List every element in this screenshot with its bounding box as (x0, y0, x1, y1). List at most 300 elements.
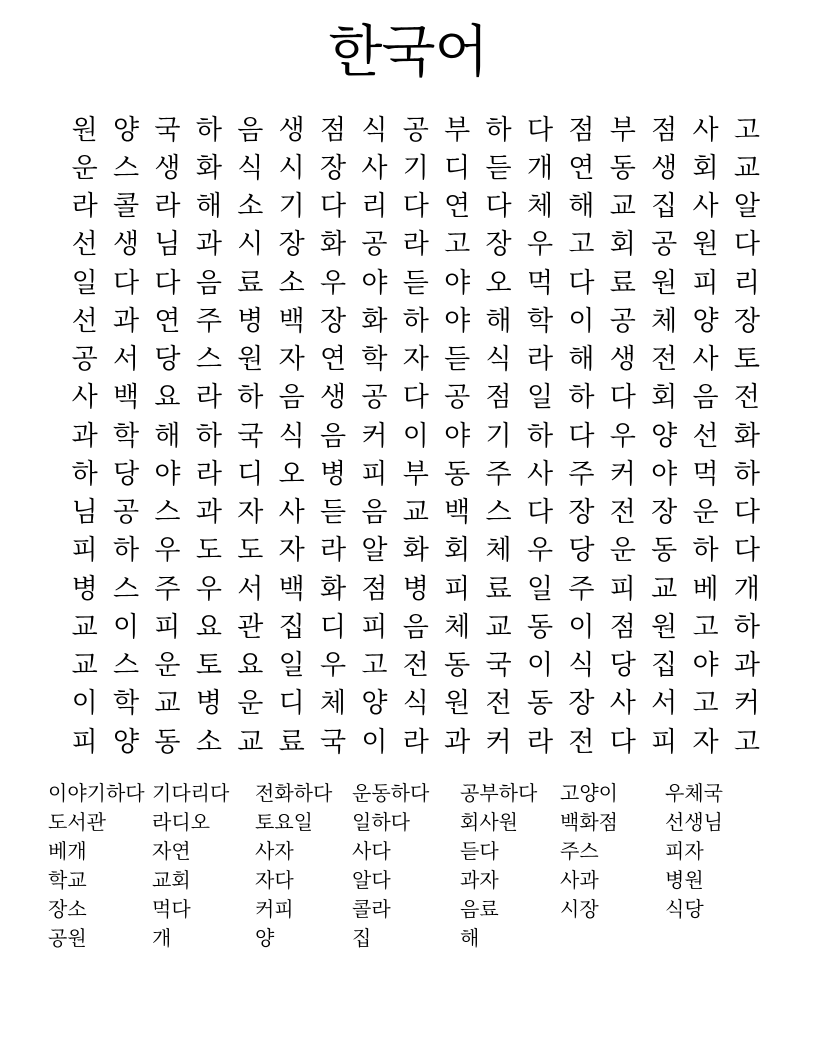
word-list-item: 사자 (255, 839, 294, 863)
grid-cell: 병 (402, 573, 429, 605)
grid-cell: 공 (113, 497, 140, 529)
grid-cell: 음 (237, 114, 264, 146)
word-list-item: 개 (152, 926, 172, 950)
grid-cell: 전 (733, 382, 760, 414)
word-list-item: 피자 (665, 839, 704, 863)
grid-cell: 료 (237, 267, 264, 299)
grid-cell: 화 (733, 420, 760, 452)
grid-cell: 식 (237, 152, 264, 184)
grid-cell: 토 (195, 650, 222, 682)
grid-cell: 음 (692, 382, 719, 414)
grid-cell: 양 (113, 726, 140, 758)
grid-cell: 알 (361, 535, 388, 567)
grid-cell: 주 (195, 305, 222, 337)
word-list-item: 고양이 (560, 781, 618, 805)
grid-cell: 연 (319, 344, 347, 376)
grid-cell: 교 (154, 688, 181, 720)
grid-cell: 스 (485, 497, 512, 529)
grid-cell: 요 (154, 382, 181, 414)
grid-cell: 피 (651, 726, 678, 758)
grid-cell: 시 (237, 229, 264, 261)
grid-cell: 서 (113, 344, 140, 376)
grid-cell: 체 (444, 611, 471, 643)
word-list-item: 주스 (560, 839, 599, 863)
grid-cell: 다 (609, 726, 636, 758)
grid-cell: 피 (692, 267, 719, 299)
grid-cell: 먹 (526, 267, 554, 299)
grid-cell: 라 (526, 344, 554, 376)
grid-cell: 동 (526, 688, 554, 720)
grid-cell: 스 (154, 497, 181, 529)
word-list-item: 병원 (665, 868, 704, 892)
grid-cell: 생 (154, 152, 181, 184)
grid-cell: 고 (733, 114, 760, 146)
word-list-item: 선생님 (665, 810, 723, 834)
grid-cell: 원 (651, 611, 678, 643)
grid-cell: 듣 (485, 152, 512, 184)
grid-cell: 과 (444, 726, 471, 758)
grid-cell: 장 (319, 152, 347, 184)
grid-cell: 하 (402, 305, 429, 337)
grid-cell: 음 (278, 382, 305, 414)
grid-cell: 우 (526, 229, 554, 261)
grid-cell: 체 (651, 305, 678, 337)
grid-cell: 해 (154, 420, 181, 452)
grid-cell: 자 (278, 535, 305, 567)
grid-cell: 피 (154, 611, 181, 643)
grid-cell: 토 (733, 344, 760, 376)
word-list (48, 779, 765, 953)
grid-cell: 체 (485, 535, 512, 567)
grid-cell: 커 (485, 726, 512, 758)
word-list-item: 교회 (152, 868, 191, 892)
grid-cell: 오 (278, 458, 305, 490)
grid-cell: 고 (692, 688, 719, 720)
grid-cell: 고 (361, 650, 388, 682)
grid-cell: 체 (526, 191, 554, 223)
grid-cell: 고 (692, 611, 719, 643)
grid-cell: 백 (113, 382, 140, 414)
word-list-column (460, 779, 560, 953)
grid-cell: 전 (568, 726, 595, 758)
grid-cell: 하 (692, 535, 719, 567)
grid-cell: 공 (361, 382, 388, 414)
grid-cell: 다 (568, 420, 595, 452)
grid-cell: 해 (568, 191, 595, 223)
grid-cell: 피 (609, 573, 636, 605)
grid-cell: 국 (319, 726, 347, 758)
grid-cell: 하 (71, 458, 98, 490)
grid-cell: 야 (692, 650, 719, 682)
word-list-item: 콜라 (352, 897, 391, 921)
grid-cell: 장 (278, 229, 305, 261)
grid-cell: 기 (485, 420, 512, 452)
grid-cell: 연 (444, 191, 471, 223)
grid-cell: 피 (444, 573, 471, 605)
grid-cell: 음 (319, 420, 347, 452)
grid-cell: 사 (609, 688, 636, 720)
grid-cell: 주 (485, 458, 512, 490)
grid-cell: 서 (237, 573, 264, 605)
grid-cell: 해 (195, 191, 222, 223)
grid-cell: 교 (485, 611, 512, 643)
grid-cell: 부 (609, 114, 636, 146)
grid-cell: 듣 (402, 267, 429, 299)
grid-cell: 다 (733, 497, 760, 529)
grid-cell: 소 (237, 191, 264, 223)
grid-cell: 장 (651, 497, 678, 529)
grid-cell: 관 (237, 611, 264, 643)
grid-cell: 사 (692, 344, 719, 376)
grid-cell: 동 (444, 650, 471, 682)
grid-cell: 선 (71, 305, 98, 337)
grid-cell: 주 (568, 573, 595, 605)
grid-cell: 이 (113, 611, 140, 643)
grid-cell: 교 (71, 611, 98, 643)
grid-cell: 병 (71, 573, 98, 605)
grid-cell: 식 (361, 114, 388, 146)
grid-cell: 과 (71, 420, 98, 452)
grid-cell: 야 (651, 458, 678, 490)
grid-cell: 료 (278, 726, 305, 758)
grid-cell: 다 (526, 114, 554, 146)
grid-cell: 식 (485, 344, 512, 376)
grid-cell: 라 (526, 726, 554, 758)
grid-cell: 피 (71, 535, 98, 567)
grid-cell: 원 (237, 344, 264, 376)
grid-cell: 요 (237, 650, 264, 682)
grid-cell: 라 (402, 726, 429, 758)
grid-cell: 라 (195, 458, 222, 490)
grid-cell: 야 (444, 305, 471, 337)
grid-cell: 국 (485, 650, 512, 682)
grid-cell: 피 (361, 611, 388, 643)
grid-cell: 동 (526, 611, 554, 643)
grid-cell: 공 (609, 305, 636, 337)
grid-cell: 자 (692, 726, 719, 758)
word-list-item: 식당 (665, 897, 704, 921)
grid-cell: 도 (237, 535, 264, 567)
grid-cell: 이 (71, 688, 98, 720)
grid-cell: 리 (733, 267, 760, 299)
grid-cell: 음 (361, 497, 388, 529)
grid-cell: 공 (361, 229, 388, 261)
word-list-item: 학교 (48, 868, 87, 892)
word-search-grid (64, 111, 768, 761)
grid-cell: 교 (237, 726, 264, 758)
grid-cell: 스 (113, 650, 140, 682)
grid-cell: 하 (237, 382, 264, 414)
grid-cell: 료 (485, 573, 512, 605)
grid-cell: 원 (692, 229, 719, 261)
grid-cell: 화 (319, 229, 347, 261)
word-list-item: 사다 (352, 839, 391, 863)
grid-cell: 생 (319, 382, 347, 414)
grid-cell: 식 (568, 650, 595, 682)
word-list-column (255, 779, 352, 953)
word-list-item: 토요일 (255, 810, 313, 834)
word-list-item: 공원 (48, 926, 87, 950)
grid-cell: 커 (609, 458, 636, 490)
word-list-item: 전화하다 (255, 781, 333, 805)
grid-cell: 일 (71, 267, 98, 299)
grid-cell: 우 (319, 650, 347, 682)
grid-cell: 야 (444, 420, 471, 452)
grid-cell: 야 (154, 458, 181, 490)
grid-cell: 주 (568, 458, 595, 490)
grid-cell: 이 (568, 611, 595, 643)
grid-cell: 커 (361, 420, 388, 452)
grid-cell: 당 (609, 650, 636, 682)
grid-cell: 자 (237, 497, 264, 529)
grid-cell: 원 (71, 114, 98, 146)
grid-cell: 알 (733, 191, 760, 223)
grid-cell: 학 (526, 305, 554, 337)
grid-cell: 집 (651, 650, 678, 682)
grid-cell: 하 (568, 382, 595, 414)
grid-cell: 기 (278, 191, 305, 223)
word-list-item: 듣다 (460, 839, 499, 863)
grid-cell: 고 (444, 229, 471, 261)
grid-cell: 다 (568, 267, 595, 299)
grid-cell: 교 (733, 152, 760, 184)
word-list-item: 집 (352, 926, 372, 950)
grid-cell: 회 (444, 535, 471, 567)
grid-cell: 선 (692, 420, 719, 452)
grid-cell: 당 (154, 344, 181, 376)
grid-cell: 님 (154, 229, 181, 261)
grid-cell: 양 (651, 420, 678, 452)
grid-cell: 다 (319, 191, 347, 223)
word-list-item: 자연 (152, 839, 191, 863)
grid-cell: 하 (526, 420, 554, 452)
grid-cell: 사 (361, 152, 388, 184)
word-list-item: 음료 (460, 897, 499, 921)
grid-cell: 야 (361, 267, 388, 299)
grid-cell: 당 (568, 535, 595, 567)
grid-cell: 과 (195, 229, 222, 261)
grid-cell: 사 (278, 497, 305, 529)
grid-cell: 생 (609, 344, 636, 376)
grid-cell: 동 (651, 535, 678, 567)
grid-cell: 교 (71, 650, 98, 682)
grid-cell: 하 (733, 458, 760, 490)
word-list-item: 베개 (48, 839, 87, 863)
grid-cell: 이 (526, 650, 554, 682)
grid-cell: 연 (568, 152, 595, 184)
grid-cell: 고 (733, 726, 760, 758)
grid-cell: 해 (568, 344, 595, 376)
grid-cell: 식 (402, 688, 429, 720)
grid-cell: 라 (402, 229, 429, 261)
grid-cell: 학 (113, 420, 140, 452)
grid-cell: 다 (733, 535, 760, 567)
grid-cell: 개 (733, 573, 760, 605)
grid-cell: 장 (568, 688, 595, 720)
grid-cell: 병 (195, 688, 222, 720)
grid-cell: 점 (485, 382, 512, 414)
grid-cell: 국 (154, 114, 181, 146)
grid-cell: 학 (113, 688, 140, 720)
grid-cell: 연 (154, 305, 181, 337)
grid-cell: 동 (609, 152, 636, 184)
grid-cell: 병 (237, 305, 264, 337)
grid-cell: 병 (319, 458, 347, 490)
grid-cell: 듣 (444, 344, 471, 376)
grid-cell: 회 (651, 382, 678, 414)
grid-cell: 해 (485, 305, 512, 337)
grid-cell: 화 (402, 535, 429, 567)
grid-cell: 님 (71, 497, 98, 529)
grid-cell: 일 (278, 650, 305, 682)
grid-cell: 다 (113, 267, 140, 299)
grid-cell: 다 (402, 382, 429, 414)
grid-cell: 이 (361, 726, 388, 758)
grid-cell: 전 (402, 650, 429, 682)
grid-cell: 부 (444, 114, 471, 146)
grid-cell: 사 (692, 191, 719, 223)
grid-cell: 시 (278, 152, 305, 184)
grid-cell: 우 (526, 535, 554, 567)
grid-cell: 식 (278, 420, 305, 452)
grid-cell: 백 (444, 497, 471, 529)
grid-cell: 공 (402, 114, 429, 146)
grid-cell: 음 (402, 611, 429, 643)
grid-cell: 다 (402, 191, 429, 223)
word-list-column (48, 779, 152, 953)
grid-cell: 우 (195, 573, 222, 605)
grid-cell: 국 (237, 420, 264, 452)
grid-cell: 체 (319, 688, 347, 720)
grid-cell: 하 (195, 420, 222, 452)
grid-cell: 라 (71, 191, 98, 223)
grid-cell: 장 (733, 305, 760, 337)
grid-cell: 스 (113, 152, 140, 184)
grid-cell: 운 (71, 152, 98, 184)
grid-cell: 다 (485, 191, 512, 223)
word-list-item: 일하다 (352, 810, 410, 834)
grid-cell: 개 (526, 152, 554, 184)
grid-cell: 원 (444, 688, 471, 720)
grid-cell: 집 (651, 191, 678, 223)
grid-cell: 소 (278, 267, 305, 299)
grid-cell: 양 (113, 114, 140, 146)
grid-cell: 디 (278, 688, 305, 720)
grid-cell: 일 (526, 382, 554, 414)
grid-cell: 교 (402, 497, 429, 529)
grid-cell: 회 (609, 229, 636, 261)
grid-cell: 화 (361, 305, 388, 337)
grid-cell: 당 (113, 458, 140, 490)
page-title: 한국어 (328, 20, 488, 85)
grid-cell: 교 (609, 191, 636, 223)
grid-cell: 하 (733, 611, 760, 643)
grid-cell: 교 (651, 573, 678, 605)
word-list-item: 먹다 (152, 897, 191, 921)
grid-cell: 고 (568, 229, 595, 261)
grid-cell: 료 (609, 267, 636, 299)
grid-cell: 라 (154, 191, 181, 223)
grid-cell: 회 (692, 152, 719, 184)
word-list-item: 회사원 (460, 810, 518, 834)
grid-cell: 도 (195, 535, 222, 567)
grid-cell: 콜 (113, 191, 140, 223)
grid-cell: 백 (278, 305, 305, 337)
grid-cell: 소 (195, 726, 222, 758)
grid-cell: 과 (733, 650, 760, 682)
grid-cell: 장 (568, 497, 595, 529)
grid-cell: 야 (444, 267, 471, 299)
grid-cell: 화 (319, 573, 347, 605)
grid-cell: 하 (113, 535, 140, 567)
grid-cell: 화 (195, 152, 222, 184)
grid-cell: 라 (319, 535, 347, 567)
grid-cell: 우 (609, 420, 636, 452)
grid-cell: 점 (651, 114, 678, 146)
grid-cell: 스 (113, 573, 140, 605)
grid-cell: 과 (113, 305, 140, 337)
word-list-column (352, 779, 460, 953)
grid-cell: 전 (485, 688, 512, 720)
grid-cell: 자 (402, 344, 429, 376)
grid-cell: 점 (361, 573, 388, 605)
word-list-item: 시장 (560, 897, 599, 921)
grid-cell: 운 (692, 497, 719, 529)
grid-cell: 디 (444, 152, 471, 184)
grid-cell: 장 (485, 229, 512, 261)
word-list-column (560, 779, 665, 924)
word-list-item: 양 (255, 926, 275, 950)
grid-cell: 과 (195, 497, 222, 529)
grid-cell: 생 (113, 229, 140, 261)
grid-cell: 집 (278, 611, 305, 643)
grid-cell: 듣 (319, 497, 347, 529)
grid-cell: 피 (361, 458, 388, 490)
grid-cell: 서 (651, 688, 678, 720)
word-list-item: 자다 (255, 868, 294, 892)
grid-cell: 베 (692, 573, 719, 605)
word-list-item: 사과 (560, 868, 599, 892)
grid-cell: 점 (609, 611, 636, 643)
grid-cell: 운 (237, 688, 264, 720)
grid-cell: 양 (692, 305, 719, 337)
grid-cell: 먹 (692, 458, 719, 490)
word-list-item: 기다리다 (152, 781, 230, 805)
grid-cell: 운 (609, 535, 636, 567)
word-list-item: 도서관 (48, 810, 106, 834)
grid-cell: 피 (71, 726, 98, 758)
word-list-item: 알다 (352, 868, 391, 892)
grid-cell: 사 (526, 458, 554, 490)
grid-cell: 이 (402, 420, 429, 452)
grid-cell: 사 (692, 114, 719, 146)
grid-cell: 전 (609, 497, 636, 529)
grid-cell: 양 (361, 688, 388, 720)
grid-cell: 스 (195, 344, 222, 376)
grid-cell: 디 (319, 611, 347, 643)
grid-cell: 주 (154, 573, 181, 605)
grid-cell: 하 (485, 114, 512, 146)
word-list-item: 백화점 (560, 810, 618, 834)
grid-cell: 다 (526, 497, 554, 529)
grid-cell: 점 (319, 114, 347, 146)
grid-cell: 하 (195, 114, 222, 146)
grid-cell: 다 (733, 229, 760, 261)
grid-cell: 일 (526, 573, 554, 605)
word-list-item: 과자 (460, 868, 499, 892)
grid-cell: 선 (71, 229, 98, 261)
grid-cell: 동 (154, 726, 181, 758)
